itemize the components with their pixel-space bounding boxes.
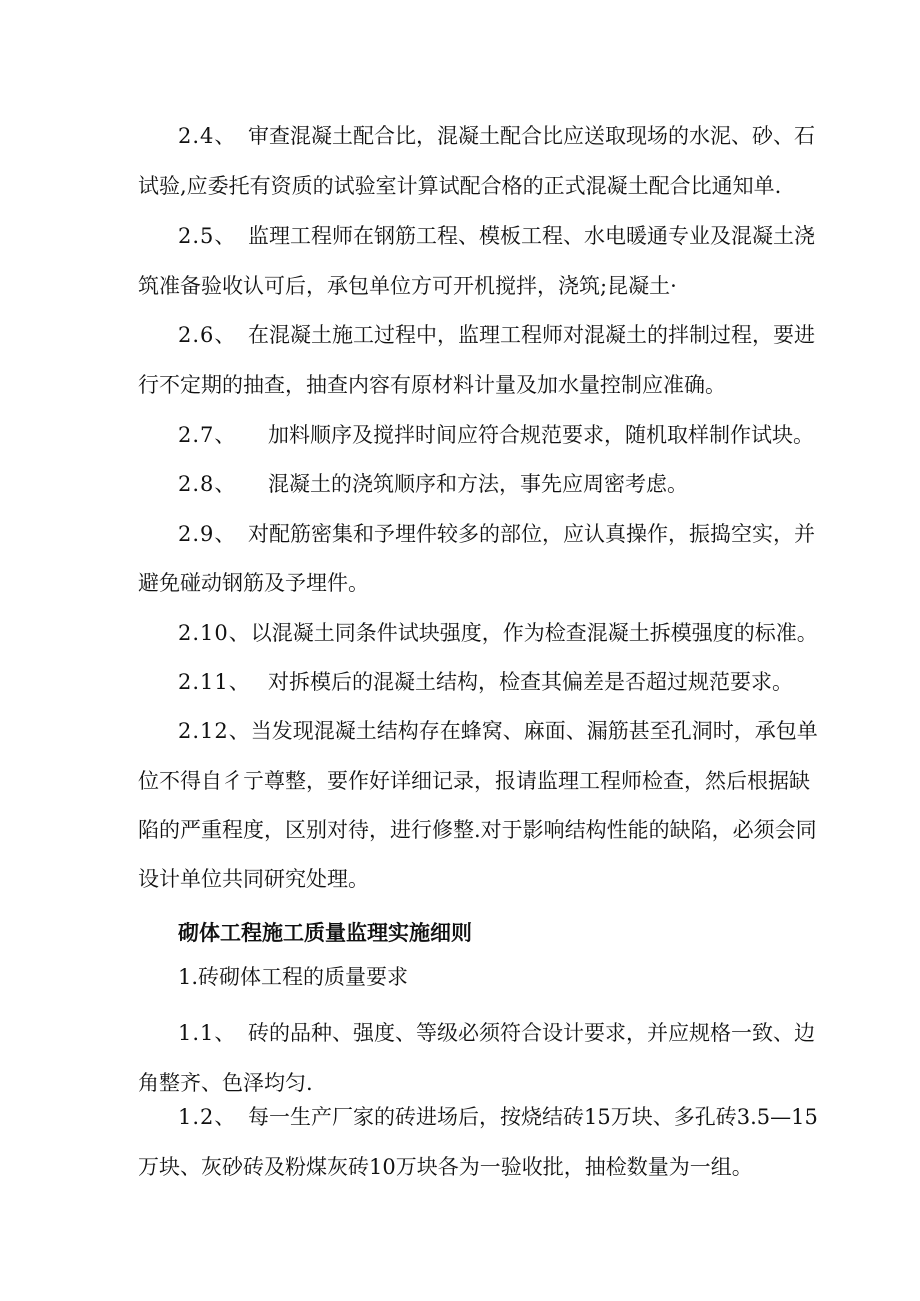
item-text: 筑准备验收认可后，承包单位方可开机搅拌，浇筑;昆凝土· bbox=[138, 274, 677, 298]
item-text: 审查混凝土配合比，混凝土配合比应送取现场的水泥、砂、石 bbox=[248, 124, 815, 148]
paragraph-2-5-line-2 bbox=[138, 271, 677, 301]
item-number: 2.7、 bbox=[178, 423, 237, 447]
item-number: 2.5、 bbox=[178, 224, 237, 248]
paragraph-2-9-line-2 bbox=[138, 568, 369, 598]
paragraph-2-12-line-4 bbox=[138, 864, 369, 894]
item-text: 当发现混凝土结构存在蜂窝、麻面、漏筋甚至孔洞时，承包单 bbox=[250, 719, 818, 743]
item-text: 加料顺序及搅拌时间应符合规范要求，随机取样制作试块。 bbox=[268, 423, 814, 447]
paragraph-2-6-line-2 bbox=[138, 370, 726, 400]
paragraph-2-7 bbox=[178, 420, 814, 450]
paragraph-2-5-line-1 bbox=[178, 221, 815, 251]
item-number: 2.8、 bbox=[178, 472, 237, 496]
paragraph-2-12-line-2 bbox=[138, 766, 810, 796]
item-text: 设计单位共同研究处理。 bbox=[138, 867, 369, 891]
item-number: 2.11、 bbox=[178, 670, 251, 694]
paragraph-2-4-line-1 bbox=[178, 121, 815, 151]
item-text: 避免碰动钢筋及予埋件。 bbox=[138, 571, 369, 595]
paragraph-2-8 bbox=[178, 469, 688, 499]
item-text: 行不定期的抽查，抽查内容有原材料计量及加水量控制应准确。 bbox=[138, 373, 726, 397]
paragraph-2-12-line-1 bbox=[178, 716, 818, 746]
item-number: 2.9、 bbox=[178, 522, 237, 546]
section-title: 砌体工程施工质量监理实施细则 bbox=[178, 920, 472, 945]
item-text: 砖的品种、强度、等级必须符合设计要求，并应规格一致、边 bbox=[248, 1021, 815, 1045]
item-text: 每一生产厂家的砖进场后，按烧结砖15万块、多孔砖3.5—15 bbox=[248, 1105, 818, 1129]
item-text: 对拆模后的混凝土结构，检查其偏差是否超过规范要求。 bbox=[268, 670, 793, 694]
paragraph-1-1-line-1 bbox=[178, 1018, 815, 1048]
item-text: 角整齐、色泽均匀. bbox=[138, 1071, 313, 1095]
paragraph-1-2-line-2 bbox=[138, 1152, 753, 1182]
item-number: 2.4、 bbox=[178, 124, 237, 148]
paragraph-2-9-line-1 bbox=[178, 519, 815, 549]
item-text: 陷的严重程度，区别对待，进行修整.对于影响结构性能的缺陷，必须会同 bbox=[138, 818, 817, 842]
subsection-title: 1.砖砌体工程的质量要求 bbox=[178, 965, 409, 989]
item-number: 2.6、 bbox=[178, 323, 237, 347]
item-text: 位不得自彳亍尊整，要作好详细记录，报请监理工程师检查，然后根据缺 bbox=[138, 769, 810, 793]
paragraph-1-2-line-1 bbox=[178, 1102, 818, 1132]
paragraph-2-12-line-3 bbox=[138, 815, 817, 845]
item-number: 2.12、 bbox=[178, 719, 251, 743]
item-text: 万块、灰砂砖及粉煤灰砖10万块各为一验收批，抽检数量为一组。 bbox=[138, 1155, 753, 1179]
item-text: 监理工程师在钢筋工程、模板工程、水电暖通专业及混凝土浇 bbox=[248, 224, 815, 248]
paragraph-2-10 bbox=[178, 618, 818, 648]
item-text: 以混凝土同条件试块强度，作为检查混凝土拆模强度的标准。 bbox=[250, 621, 818, 645]
item-number: 1.1、 bbox=[178, 1021, 237, 1045]
paragraph-2-4-line-2 bbox=[138, 171, 781, 201]
item-number: 2.10、 bbox=[178, 621, 251, 645]
item-text: 在混凝土施工过程中，监理工程师对混凝土的拌制过程，要进 bbox=[248, 323, 815, 347]
item-text: 试验,应委托有资质的试验室计算试配合格的正式混凝土配合比通知单. bbox=[138, 174, 782, 198]
paragraph-2-11 bbox=[178, 667, 793, 697]
item-text: 对配筋密集和予埋件较多的部位，应认真操作，振捣空实，并 bbox=[248, 522, 815, 546]
paragraph-1-1-line-2 bbox=[138, 1068, 313, 1098]
item-text: 混凝土的浇筑顺序和方法，事先应周密考虑。 bbox=[268, 472, 688, 496]
item-number: 1.2、 bbox=[178, 1105, 237, 1129]
paragraph-2-6-line-1 bbox=[178, 320, 815, 350]
